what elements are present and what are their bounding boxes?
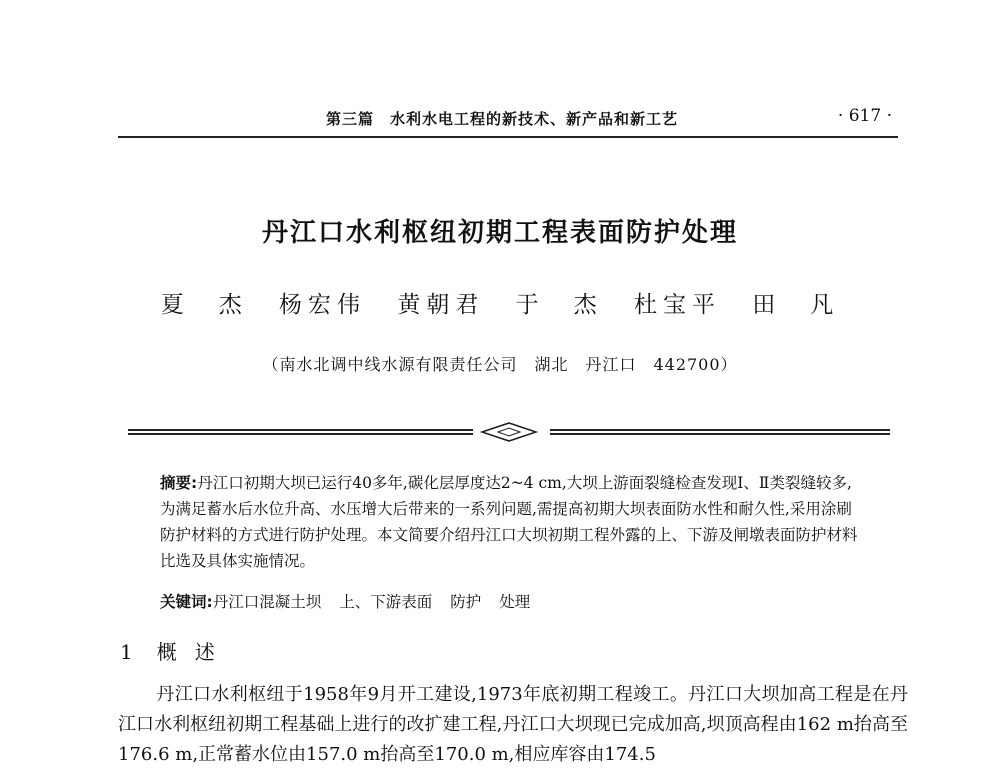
keyword: 上、下游表面 <box>339 593 433 611</box>
keyword: 防护 <box>450 593 482 611</box>
body-text: 丹江口水利枢纽于1958年9月开工建设,1973年底初期工程竣工。丹江口大坝加高工程是在丹江口水利枢纽初期工程基础上进行的改扩建工程,丹江口大坝现已完成加高,坝顶高程由162 m抬高至176.6 m,正常蓄水位由157.0 m抬高至170.0 m,相应库容由174.5 <box>118 684 908 765</box>
author-list <box>0 286 1000 319</box>
abstract-text: 丹江口初期大坝已运行40多年,碳化层厚度达2~4 cm,大坝上游面裂缝检查发现Ⅰ、Ⅱ类裂缝较多,为满足蓄水后水位升高、水压增大后带来的一系列问题,需提高初期大坝表面防水性和耐久性,采用涂刷防护材料的方式进行防护处理。本文简要介绍丹江口大坝初期工程外露的上、下游及闸墩表面防护材料比选及具体实施情况。 <box>160 474 858 570</box>
divider-bar-right <box>550 429 890 435</box>
abstract <box>160 470 860 574</box>
paper-title: 丹江口水利枢纽初期工程表面防护处理 <box>261 218 738 248</box>
author: 杜宝平 <box>633 292 721 318</box>
affiliation: （南水北调中线水源有限责任公司 湖北 丹江口 442700） <box>262 355 738 374</box>
keywords <box>160 590 860 612</box>
page-number: · 617 · <box>837 106 892 126</box>
body-paragraph <box>118 680 908 770</box>
section-number: 1 <box>120 640 135 664</box>
chapter-title: 第三篇 水利水电工程的新技术、新产品和新工艺 <box>326 110 679 128</box>
author: 黄朝君 <box>397 292 485 318</box>
author: 于 杰 <box>515 292 603 318</box>
author: 杨宏伟 <box>279 292 367 318</box>
author: 夏 杰 <box>160 292 248 318</box>
ornamental-divider <box>128 422 890 442</box>
abstract-label: 摘要: <box>160 474 198 492</box>
keyword: 丹江口混凝土坝 <box>212 593 322 611</box>
author: 田 凡 <box>752 292 840 318</box>
divider-bar-left <box>128 429 473 435</box>
section-title: 概述 <box>156 640 233 664</box>
keyword: 处理 <box>499 593 531 611</box>
keywords-label: 关键词: <box>160 593 213 611</box>
running-header <box>118 104 898 138</box>
diamond-ornament-icon <box>480 422 538 442</box>
section-heading <box>120 636 233 665</box>
